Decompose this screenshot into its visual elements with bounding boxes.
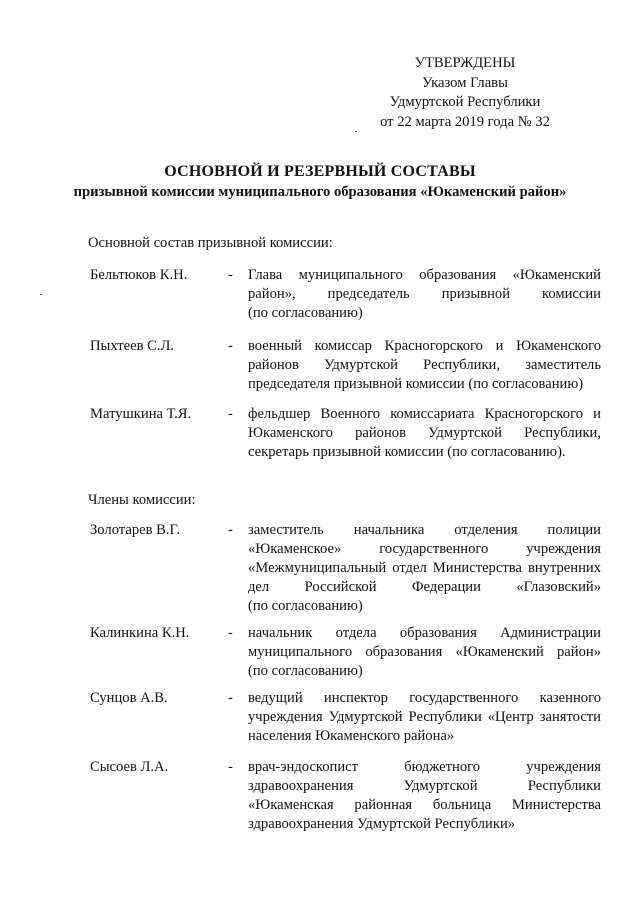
member-name: Калинкина К.Н. (90, 625, 190, 641)
position-line: «Юкаменская районная больница Министерства (248, 797, 601, 813)
member-dash: - (228, 338, 233, 354)
position-line: (по согласованию) (248, 663, 363, 679)
member-dash: - (228, 625, 233, 641)
member-position (248, 521, 601, 616)
position-line: «Юкаменское» государственного учреждения (248, 541, 601, 557)
member-dash: - (228, 690, 233, 706)
position-line: район», председатель призывной комиссии (248, 286, 601, 302)
title-sub: призывной комиссии муниципального образования «Юкаменский район» (73, 184, 567, 200)
member-name: Пыхтеев С.Л. (90, 338, 175, 354)
approval-heading: УТВЕРЖДЕНЫ (414, 55, 516, 71)
document-title (60, 161, 580, 203)
member-position (248, 758, 601, 834)
position-line: населения Юкаменского района» (248, 728, 455, 744)
approval-authority: Удмуртской Республики (389, 94, 541, 110)
approval-block (360, 54, 570, 132)
main-section-heading: Основной состав призывной комиссии: (88, 235, 333, 251)
member-dash: - (228, 267, 233, 283)
scan-speck (40, 294, 42, 295)
member-name: Золотарев В.Г. (90, 522, 180, 538)
position-line: учреждения Удмуртской Республики «Центр занятости (248, 709, 601, 725)
position-line: заместитель начальника отделения полиции (248, 522, 601, 538)
position-line: здравоохранения Удмуртской Республики (248, 778, 601, 794)
member-position (248, 689, 601, 746)
position-line: (по согласованию) (248, 598, 363, 614)
member-position (248, 405, 601, 462)
member-dash: - (228, 759, 233, 775)
position-line: дел Российской Федерации «Глазовский» (248, 579, 601, 595)
member-position (248, 337, 601, 394)
member-name: Матушкина Т.Я. (90, 406, 192, 422)
member-position (248, 266, 601, 323)
position-line: председателя призывной комиссии (по согласованию) (248, 376, 584, 392)
position-line: секретарь призывной комиссии (по согласованию). (248, 444, 566, 460)
position-line: «Межмуниципальный отдел Министерства внутренних (248, 560, 601, 576)
member-position (248, 624, 601, 681)
position-line: Глава муниципального образования «Юкаменский (248, 267, 601, 283)
position-line: здравоохранения Удмуртской Республики» (248, 816, 516, 832)
member-name: Бельтюков К.Н. (90, 267, 188, 283)
members-section-heading: Члены комиссии: (88, 492, 196, 508)
position-line: районов Удмуртской Республики, заместитель (248, 357, 601, 373)
approval-decree: Указом Главы (422, 74, 508, 91)
member-name: Сысоев Л.А. (90, 759, 169, 775)
position-line: Юкаменского районов Удмуртской Республики, (248, 425, 601, 441)
position-line: военный комиссар Красногорского и Юкаменского (248, 338, 601, 354)
position-line: врач-эндоскопист бюджетного учреждения (248, 759, 601, 775)
position-line: ведущий инспектор государственного казенного (248, 690, 601, 706)
position-line: фельдшер Военного комиссариата Красногорского и (248, 406, 601, 422)
member-name: Сунцов А.В. (90, 690, 168, 706)
member-dash: - (228, 406, 233, 422)
title-main: ОСНОВНОЙ И РЕЗЕРВНЫЙ СОСТАВЫ (164, 163, 476, 180)
position-line: (по согласованию) (248, 305, 363, 321)
position-line: начальник отдела образования Администрации (248, 625, 601, 641)
member-dash: - (228, 522, 233, 538)
scan-speck (355, 131, 357, 132)
position-line: муниципального образования «Юкаменский район» (248, 644, 601, 660)
approval-date: от 22 марта 2019 года № 32 (380, 113, 550, 130)
